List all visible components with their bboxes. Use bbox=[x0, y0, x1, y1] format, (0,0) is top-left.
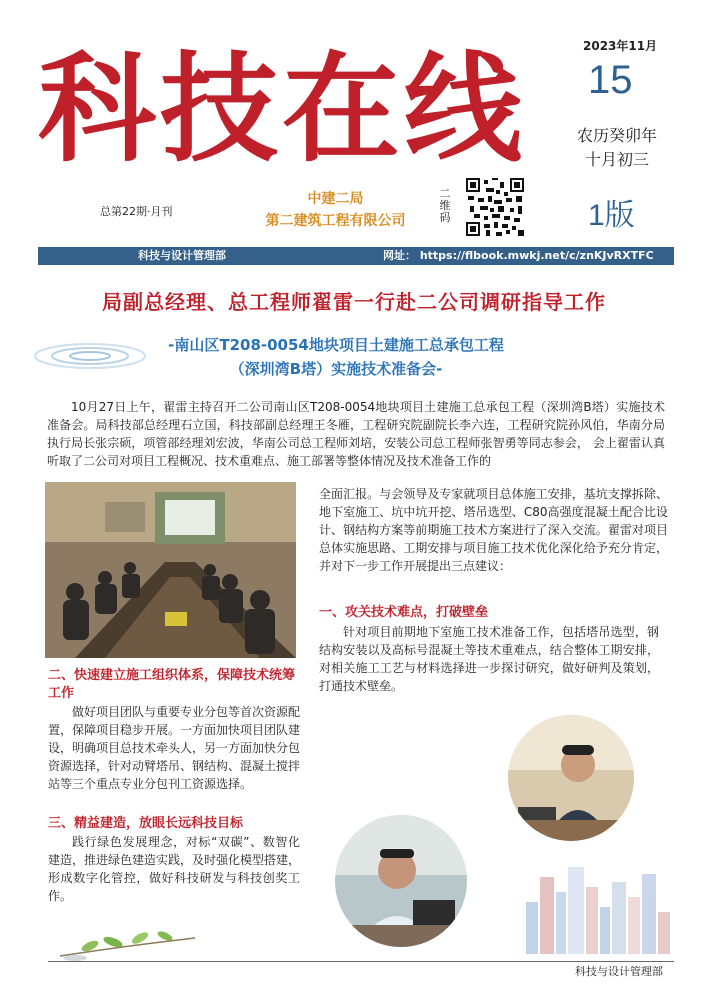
section-1-body: 针对项目前期地下室施工技术准备工作，包括塔吊选型，钢结构安装以及高标号混凝土等技术重难点，结合整体工期安排，对相关施工工艺与材料选择进一步探讨研究，做好研判及策划，打通技术壁垒。 bbox=[319, 625, 659, 693]
article-headline: 局副总经理、总工程师翟雷一行赴二公司调研指导工作 bbox=[102, 290, 606, 314]
issue-date: 2023年11月 bbox=[583, 39, 658, 53]
qr-label: 二维码 bbox=[439, 187, 451, 224]
article-paragraph-2: 全面汇报。与会领导及专家就项目总体施工安排，基坑支撑拆除、地下室施工、坑中坑开挖、塔吊选型、C80高强度混凝土配合比设计、钢结构方案等前期施工技术方案进行了深入交流。翟雷对项目总体实施思路、工期安排与项目施工技术优化深化给予充分肯定，并对下一步工作开展提出三点建议： bbox=[319, 487, 668, 573]
speaker-portrait-1 bbox=[508, 715, 634, 841]
info-bar bbox=[38, 247, 674, 265]
section-1-title: 一、攻关技术难点，打破壁垒 bbox=[319, 605, 489, 620]
masthead-title: 科技在线 bbox=[38, 39, 527, 178]
issue-number: 15 bbox=[588, 58, 633, 102]
speaker-portrait-2 bbox=[335, 815, 467, 947]
publisher-line-2: 第二建筑工程有限公司 bbox=[265, 213, 406, 229]
info-bar-department: 科技与设计管理部 bbox=[138, 249, 226, 262]
lunar-date bbox=[571, 124, 663, 172]
section-3-body: 践行绿色发展理念，对标“双碳”、数智化建造，推进绿色建造实践，及时强化模型搭建，形成数字化管控，做好科技研发与科技创奖工作。 bbox=[48, 835, 301, 903]
article-subhead bbox=[130, 333, 542, 381]
footer-divider bbox=[48, 961, 674, 962]
section-3-title: 三、精益建造，放眼长远科技目标 bbox=[48, 816, 244, 831]
qr-code-icon[interactable] bbox=[466, 178, 524, 236]
info-bar-website-link[interactable]: 网址： https://flbook.mwkj.net/c/znKJvRXTFC bbox=[383, 249, 654, 262]
section-2-body: 做好项目团队与重要专业分包等首次资源配置，保障项目稳步开展。一方面加快项目团队建设，明确项目总技术牵头人，另一方面加快分包资源选择，针对动臂塔吊、钢结构、混凝土搅拌站等三个重点专业分包刊工资源选择。 bbox=[48, 705, 301, 791]
subhead-line-1: -南山区T208-0054地块项目土建施工总承包工程 bbox=[168, 336, 504, 354]
edition-label: 1版 bbox=[588, 199, 635, 232]
publisher-line-1: 中建二局 bbox=[307, 191, 364, 207]
twig-decoration bbox=[55, 916, 200, 962]
lunar-year: 农历癸卯年 bbox=[576, 126, 657, 145]
meeting-photo bbox=[45, 482, 296, 658]
footer-department: 科技与设计管理部 bbox=[575, 965, 663, 978]
serial-number: 总第22期·月刊 bbox=[100, 205, 173, 218]
publisher bbox=[248, 188, 423, 232]
city-skyline-decoration bbox=[522, 862, 674, 954]
article-paragraph-1: 10月27日上午，翟雷主持召开二公司南山区T208-0054地块项目土建施工总承包工程（深圳湾B塔）实施技术准备会。局科技部总经理石立国，科技部副总经理王冬雁，工程研究院副院长李六连，工程研究院孙风伯，华南分局执行局长张宗硕，项管部经理刘宏波，华南公司总工程师刘培，安装公司总工程师张智勇等同志参会， 会上翟雷认真听取了二公司对项目工程概况、技术重难点、施工部署等整体情况及技术准备工作的 bbox=[47, 400, 665, 468]
section-2-title: 二、快速建立施工组织体系，保障技术统筹工作 bbox=[48, 668, 296, 701]
lunar-day: 十月初三 bbox=[584, 150, 649, 169]
subhead-line-2: （深圳湾B塔）实施技术准备会- bbox=[229, 360, 443, 378]
